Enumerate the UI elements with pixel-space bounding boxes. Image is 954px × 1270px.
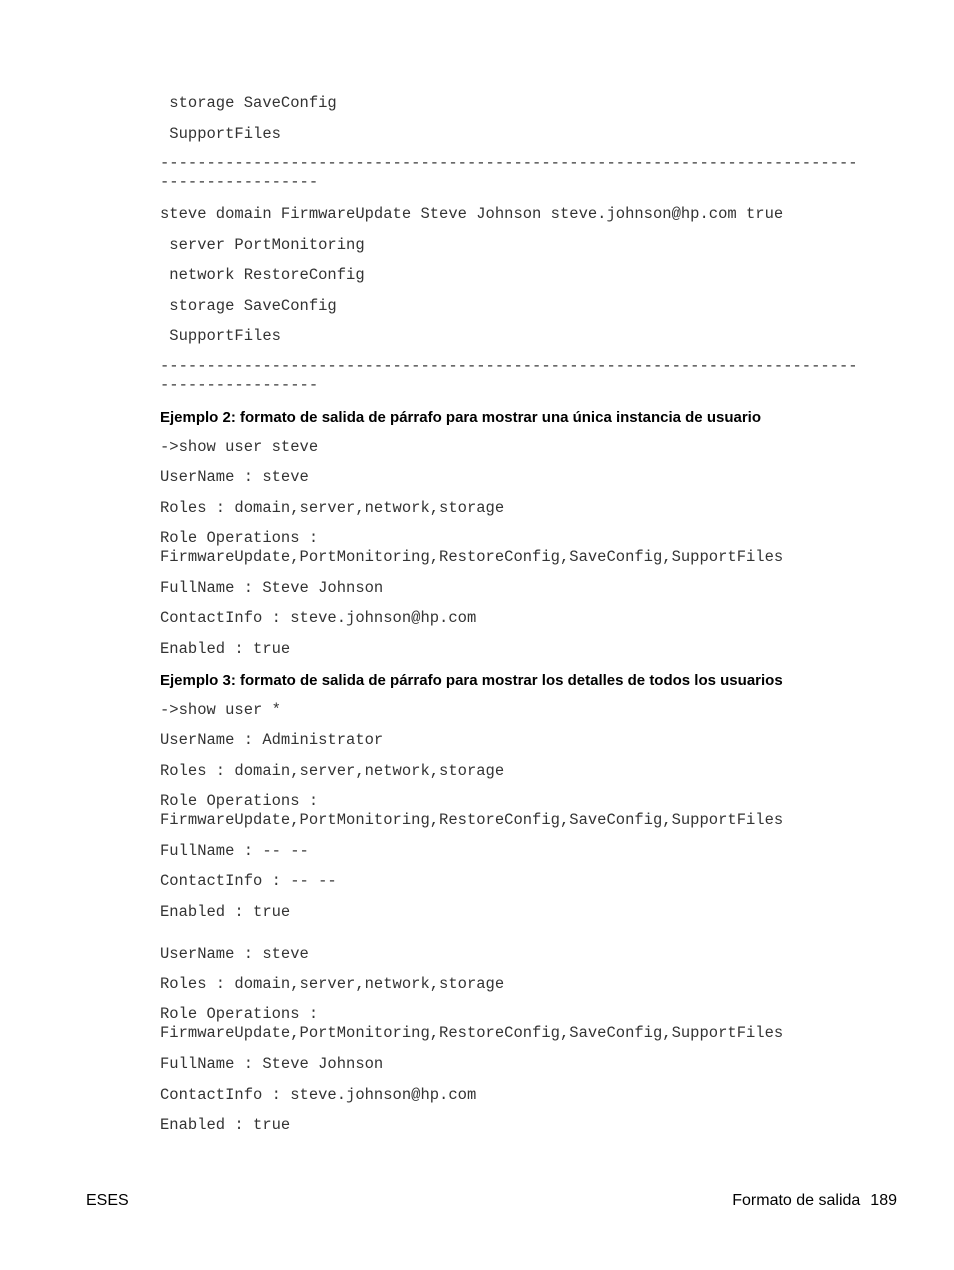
code-line: FullName : Steve Johnson: [160, 579, 384, 597]
code-line: ContactInfo : steve.johnson@hp.com: [160, 1086, 477, 1104]
code-line: server PortMonitoring: [160, 236, 365, 254]
code-line: Roles : domain,server,network,storage: [160, 762, 505, 780]
separator-line: --------------------------------------------------------------------------- -----------------: [160, 357, 858, 394]
code-line: ContactInfo : -- --: [160, 872, 337, 890]
code-line: storage SaveConfig: [160, 297, 337, 315]
code-line: Enabled : true: [160, 903, 291, 921]
code-line: SupportFiles: [160, 327, 281, 345]
code-line: Role Operations : FirmwareUpdate,PortMonitoring,RestoreConfig,SaveConfig,SupportFiles: [160, 529, 784, 566]
code-line: Role Operations : FirmwareUpdate,PortMonitoring,RestoreConfig,SaveConfig,SupportFiles: [160, 1005, 784, 1042]
code-line: ContactInfo : steve.johnson@hp.com: [160, 609, 477, 627]
code-line: UserName : Administrator: [160, 731, 384, 749]
code-line: storage SaveConfig: [160, 94, 337, 112]
footer-page-info: [732, 1192, 897, 1210]
code-line: network RestoreConfig: [160, 266, 365, 284]
code-line: Roles : domain,server,network,storage: [160, 499, 505, 517]
code-line: SupportFiles: [160, 125, 281, 143]
code-line: Enabled : true: [160, 640, 291, 658]
footer-locale: ESES: [86, 1192, 129, 1209]
code-line: ->show user steve: [160, 438, 319, 456]
code-line: Role Operations : FirmwareUpdate,PortMonitoring,RestoreConfig,SaveConfig,SupportFiles: [160, 792, 784, 829]
code-line: FullName : -- --: [160, 842, 309, 860]
example3-heading: Ejemplo 3: formato de salida de párrafo para mostrar los detalles de todos los usuarios: [160, 672, 783, 689]
code-line: Roles : domain,server,network,storage: [160, 975, 505, 993]
code-line: UserName : steve: [160, 945, 309, 963]
page-number: 189: [870, 1192, 897, 1209]
code-line: UserName : steve: [160, 468, 309, 486]
footer-section-title: Formato de salida: [732, 1192, 861, 1209]
example2-heading: Ejemplo 2: formato de salida de párrafo para mostrar una única instancia de usuario: [160, 409, 761, 426]
code-line: FullName : Steve Johnson: [160, 1055, 384, 1073]
code-line: steve domain FirmwareUpdate Steve Johnson steve.johnson@hp.com true: [160, 205, 784, 223]
code-line: ->show user *: [160, 701, 281, 719]
code-line: Enabled : true: [160, 1116, 291, 1134]
separator-line: --------------------------------------------------------------------------- -----------------: [160, 154, 858, 191]
